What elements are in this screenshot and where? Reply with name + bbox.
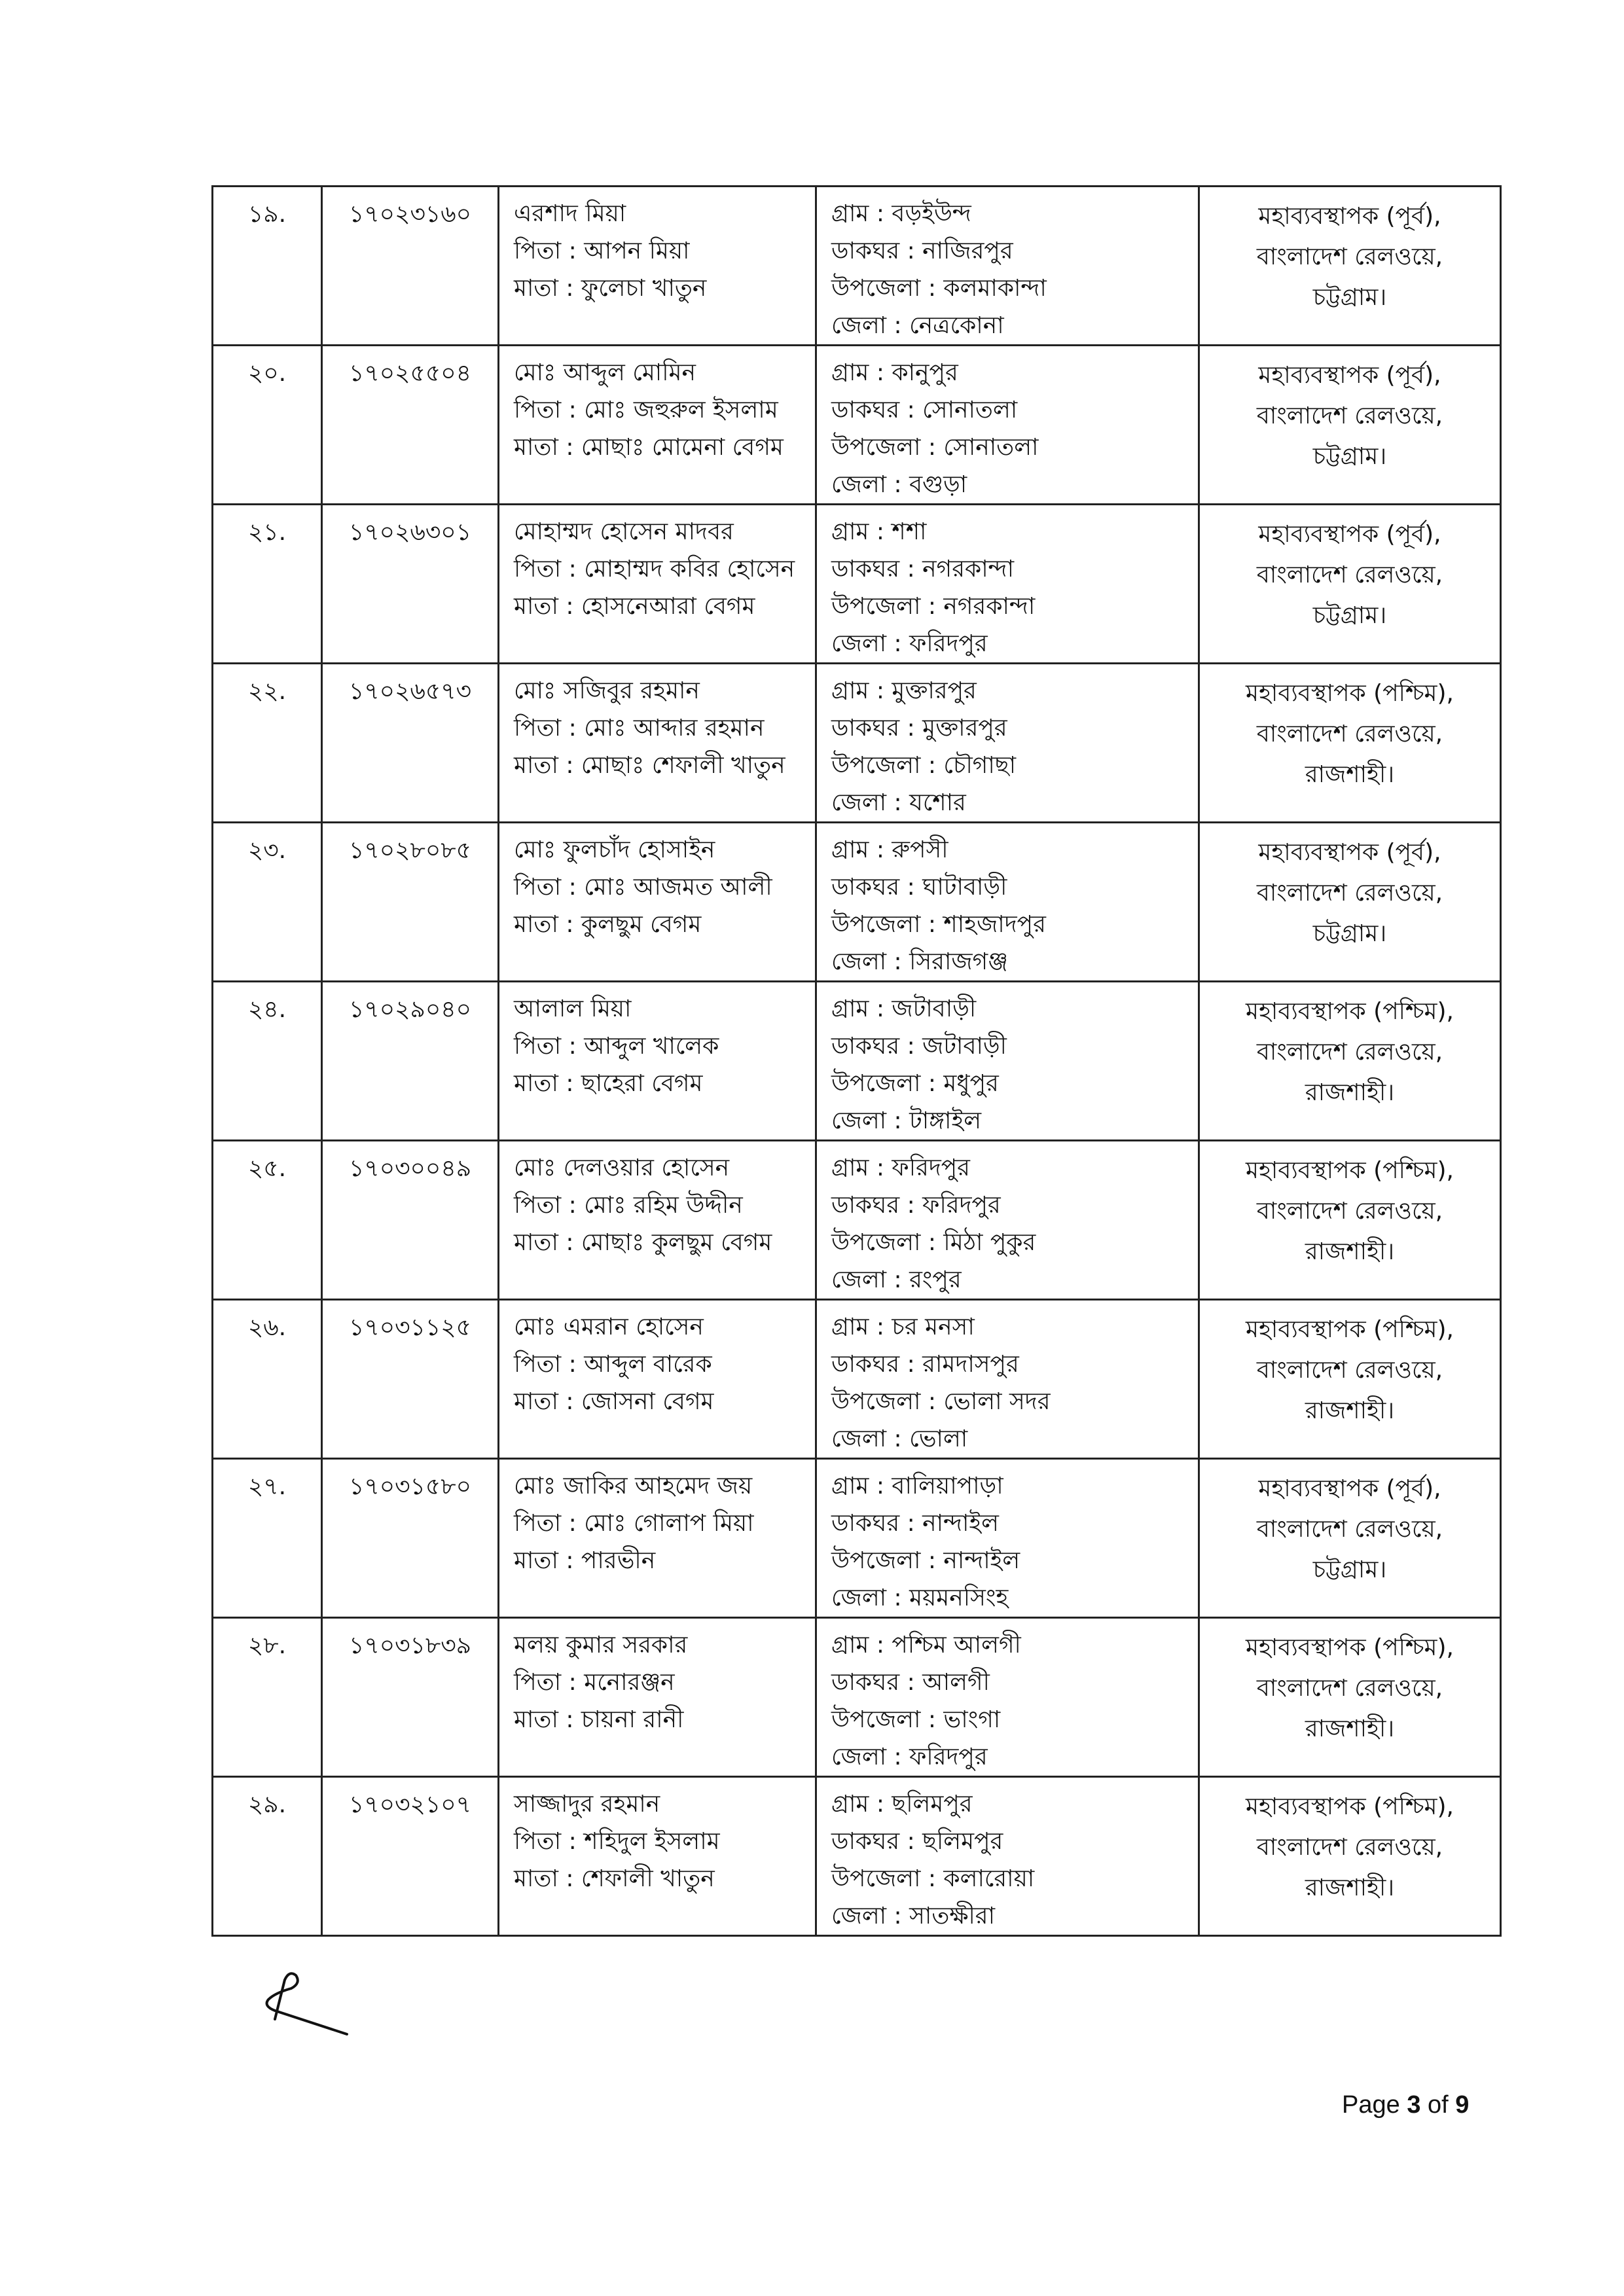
address-cell [816,664,1199,823]
name-cell-mother: মাতা : কুলছুম বেগম [514,911,702,938]
office-cell [1199,1459,1501,1618]
office-cell-office2: বাংলাদেশ রেলওয়ে, [1256,1675,1443,1702]
address-cell [816,346,1199,505]
roll-cell-roll: ১৭০৩১৫৮০ [348,1473,472,1500]
name-cell-mother: মাতা : মোছাঃ মোমেনা বেগম [514,434,784,461]
address-cell-post: ডাকঘর : জটাবাড়ী [831,1033,1007,1060]
address-cell [816,823,1199,982]
address-cell-village: গ্রাম : বালিয়াপাড়া [831,1473,1003,1499]
page-middle: of [1420,2091,1456,2119]
office-cell-office2: বাংলাদেশ রেলওয়ে, [1256,403,1443,429]
roll-cell [322,664,499,823]
serial-cell [213,982,322,1141]
office-cell-office1: মহাব্যবস্থাপক (পশ্চিম), [1245,680,1454,707]
roll-cell-roll: ১৭০৩১১২৫ [348,1314,472,1341]
name-cell-name: এরশাদ মিয়া [514,200,626,227]
name-cell-mother: মাতা : জোসনা বেগম [514,1388,714,1415]
name-cell [499,1618,816,1777]
address-cell [816,1141,1199,1300]
address-cell-district: জেলা : ময়মনসিংহ [831,1585,1009,1611]
roll-cell [322,982,499,1141]
table-row [213,187,1501,346]
table-row [213,346,1501,505]
office-cell [1199,1777,1501,1936]
candidate-table [211,185,1502,1937]
name-cell [499,823,816,982]
office-cell-office1: মহাব্যবস্থাপক (পূর্ব), [1258,362,1441,389]
name-cell-mother: মাতা : ছাহেরা বেগম [514,1070,703,1097]
serial-cell [213,823,322,982]
name-cell [499,187,816,346]
office-cell-office3: রাজশাহী। [1305,1238,1395,1265]
address-cell-upazila: উপজেলা : নান্দাইল [831,1547,1020,1574]
office-cell-office3: রাজশাহী। [1305,1874,1395,1901]
roll-cell [322,1777,499,1936]
address-cell-district: জেলা : ফরিদপুর [831,1744,988,1770]
address-cell-upazila: উপজেলা : ভোলা সদর [831,1388,1051,1415]
name-cell-mother: মাতা : শেফালী খাতুন [514,1865,715,1892]
name-cell-name: মোঃ দেলওয়ার হোসেন [514,1155,730,1181]
serial-cell-sl: ২৮. [247,1632,287,1659]
office-cell [1199,823,1501,982]
address-cell-district: জেলা : টাঙ্গাইল [831,1107,982,1134]
address-cell-upazila: উপজেলা : চৌগাছা [831,752,1017,779]
address-cell-post: ডাকঘর : সোনাতলা [831,397,1018,423]
name-cell-mother: মাতা : হোসনেআরা বেগম [514,593,755,620]
address-cell-upazila: উপজেলা : নগরকান্দা [831,593,1036,620]
address-cell-post: ডাকঘর : রামদাসপুর [831,1351,1019,1378]
serial-cell-sl: ২৩. [247,837,287,864]
office-cell-office3: চট্টগ্রাম। [1312,602,1387,629]
candidate-table-body [213,187,1501,1936]
roll-cell-roll: ১৭০৩১৮৩৯ [348,1632,472,1659]
serial-cell [213,346,322,505]
address-cell-post: ডাকঘর : ঘাটাবাড়ী [831,874,1007,901]
office-cell-office1: মহাব্যবস্থাপক (পশ্চিম), [1245,998,1454,1025]
table-row [213,982,1501,1141]
address-cell-district: জেলা : নেত্রকোনা [831,312,1004,339]
roll-cell-roll: ১৭০৩০০৪৯ [348,1155,472,1182]
office-cell [1199,505,1501,664]
name-cell-name: আলাল মিয়া [514,996,632,1022]
table-row [213,1459,1501,1618]
office-cell-office1: মহাব্যবস্থাপক (পশ্চিম), [1245,1157,1454,1184]
address-cell [816,187,1199,346]
office-cell [1199,664,1501,823]
page-total: 9 [1455,2091,1470,2119]
address-cell-upazila: উপজেলা : সোনাতলা [831,434,1039,461]
name-cell-mother: মাতা : মোছাঃ শেফালী খাতুন [514,752,785,779]
name-cell-father: পিতা : মনোরঞ্জন [514,1669,675,1696]
name-cell-name: মোহাম্মদ হোসেন মাদবর [514,518,734,545]
office-cell-office1: মহাব্যবস্থাপক (পূর্ব), [1258,521,1441,548]
page-number [1342,2091,1469,2119]
office-cell [1199,1141,1501,1300]
table-row [213,664,1501,823]
office-cell-office3: রাজশাহী। [1305,1397,1395,1424]
table-row [213,1777,1501,1936]
office-cell-office3: রাজশাহী। [1305,1079,1395,1106]
page-current: 3 [1407,2091,1421,2119]
serial-cell-sl: ২৭. [247,1473,287,1500]
address-cell-district: জেলা : রংপুর [831,1266,962,1293]
address-cell-district: জেলা : ভোলা [831,1426,968,1452]
address-cell-post: ডাকঘর : নাজিরপুর [831,238,1013,264]
roll-cell-roll: ১৭০২৩১৬০ [348,201,472,228]
address-cell-upazila: উপজেলা : কলমাকান্দা [831,275,1047,302]
address-cell-village: গ্রাম : রুপসী [831,836,948,863]
office-cell-office2: বাংলাদেশ রেলওয়ে, [1256,1516,1443,1543]
office-cell [1199,1300,1501,1459]
roll-cell [322,1459,499,1618]
office-cell-office2: বাংলাদেশ রেলওয়ে, [1256,243,1443,270]
address-cell [816,1777,1199,1936]
serial-cell-sl: ২২. [247,678,287,705]
address-cell-village: গ্রাম : বড়ইউন্দ [831,200,971,227]
table-row [213,1300,1501,1459]
office-cell-office3: রাজশাহী। [1305,761,1395,788]
office-cell [1199,346,1501,505]
page-prefix: Page [1342,2091,1407,2119]
name-cell-name: মোঃ সজিবুর রহমান [514,677,700,704]
office-cell-office2: বাংলাদেশ রেলওয়ে, [1256,1357,1443,1384]
address-cell-district: জেলা : সাতক্ষীরা [831,1903,996,1929]
name-cell-mother: মাতা : পারভীন [514,1547,656,1574]
roll-cell [322,187,499,346]
address-cell-village: গ্রাম : ছলিমপুর [831,1791,973,1818]
office-cell-office2: বাংলাদেশ রেলওয়ে, [1256,1834,1443,1861]
address-cell-upazila: উপজেলা : ভাংগা [831,1706,1001,1733]
address-cell-village: গ্রাম : চর মনসা [831,1314,975,1340]
office-cell-office2: বাংলাদেশ রেলওয়ে, [1256,880,1443,906]
address-cell-post: ডাকঘর : ছলিমপুর [831,1828,1003,1855]
office-cell-office3: রাজশাহী। [1305,1715,1395,1742]
address-cell [816,505,1199,664]
office-cell-office3: চট্টগ্রাম। [1312,1556,1387,1583]
office-cell-office1: মহাব্যবস্থাপক (পশ্চিম), [1245,1793,1454,1820]
roll-cell [322,1141,499,1300]
address-cell-district: জেলা : যশোর [831,789,966,816]
serial-cell-sl: ২৯. [247,1791,287,1818]
name-cell [499,505,816,664]
office-cell-office1: মহাব্যবস্থাপক (পূর্ব), [1258,1475,1441,1502]
roll-cell [322,1618,499,1777]
address-cell [816,1618,1199,1777]
roll-cell [322,1300,499,1459]
name-cell-father: পিতা : মোঃ গোলাপ মিয়া [514,1510,754,1537]
address-cell-village: গ্রাম : কানুপুর [831,359,958,386]
office-cell-office1: মহাব্যবস্থাপক (পশ্চিম), [1245,1634,1454,1661]
name-cell [499,1459,816,1618]
name-cell-name: মোঃ ফুলচাঁদ হোসাইন [514,836,715,863]
office-cell-office2: বাংলাদেশ রেলওয়ে, [1256,1039,1443,1066]
table-row [213,1141,1501,1300]
name-cell-father: পিতা : মোহাম্মদ কবির হোসেন [514,556,795,583]
name-cell [499,346,816,505]
address-cell-upazila: উপজেলা : শাহজাদপুর [831,911,1046,938]
office-cell-office2: বাংলাদেশ রেলওয়ে, [1256,721,1443,747]
office-cell-office2: বাংলাদেশ রেলওয়ে, [1256,562,1443,588]
office-cell [1199,1618,1501,1777]
name-cell-father: পিতা : শহিদুল ইসলাম [514,1828,720,1855]
table-row [213,505,1501,664]
name-cell-name: মলয় কুমার সরকার [514,1632,688,1659]
address-cell [816,982,1199,1141]
roll-cell [322,823,499,982]
roll-cell-roll: ১৭০২৯০৪০ [348,996,472,1023]
serial-cell-sl: ১৯. [247,201,287,228]
address-cell-district: জেলা : বগুড়া [831,471,967,498]
address-cell-post: ডাকঘর : নান্দাইল [831,1510,999,1537]
name-cell-father: পিতা : আব্দুল খালেক [514,1033,719,1060]
name-cell [499,982,816,1141]
name-cell-mother: মাতা : মোছাঃ কুলছুম বেগম [514,1229,772,1256]
name-cell [499,1141,816,1300]
name-cell-name: সাজ্জাদুর রহমান [514,1791,660,1818]
name-cell [499,664,816,823]
address-cell-village: গ্রাম : জটাবাড়ী [831,996,977,1022]
address-cell-post: ডাকঘর : নগরকান্দা [831,556,1015,583]
serial-cell-sl: ২৪. [247,996,287,1023]
address-cell [816,1300,1199,1459]
name-cell [499,1777,816,1936]
name-cell-father: পিতা : মোঃ আজমত আলী [514,874,772,901]
office-cell-office3: চট্টগ্রাম। [1312,443,1387,470]
name-cell-father: পিতা : আব্দুল বারেক [514,1351,712,1378]
signature-icon [249,1964,380,2042]
serial-cell-sl: ২১. [247,519,287,546]
serial-cell [213,664,322,823]
serial-cell-sl: ২০. [247,360,287,387]
serial-cell [213,505,322,664]
name-cell-mother: মাতা : ফুলেচা খাতুন [514,275,707,302]
address-cell-post: ডাকঘর : আলগী [831,1669,990,1696]
address-cell [816,1459,1199,1618]
roll-cell-roll: ১৭০২৬৫৭৩ [348,678,472,705]
table-row [213,823,1501,982]
name-cell [499,1300,816,1459]
address-cell-village: গ্রাম : ফরিদপুর [831,1155,970,1181]
office-cell-office3: চট্টগ্রাম। [1312,920,1387,947]
name-cell-father: পিতা : আপন মিয়া [514,238,690,264]
serial-cell [213,1618,322,1777]
address-cell-district: জেলা : ফরিদপুর [831,630,988,657]
serial-cell [213,1459,322,1618]
address-cell-post: ডাকঘর : ফরিদপুর [831,1192,1001,1219]
address-cell-upazila: উপজেলা : মধুপুর [831,1070,999,1097]
office-cell [1199,982,1501,1141]
office-cell-office2: বাংলাদেশ রেলওয়ে, [1256,1198,1443,1225]
address-cell-post: ডাকঘর : মুক্তারপুর [831,715,1007,742]
name-cell-father: পিতা : মোঃ আব্দার রহমান [514,715,765,742]
office-cell-office1: মহাব্যবস্থাপক (পূর্ব), [1258,839,1441,866]
serial-cell-sl: ২৫. [247,1155,287,1182]
table-row [213,1618,1501,1777]
address-cell-village: গ্রাম : পশ্চিম আলগী [831,1632,1021,1659]
roll-cell-roll: ১৭০২৫৫০৪ [348,360,472,387]
address-cell-village: গ্রাম : শশা [831,518,927,545]
address-cell-upazila: উপজেলা : কলারোয়া [831,1865,1035,1892]
name-cell-name: মোঃ এমরান হোসেন [514,1314,704,1340]
serial-cell [213,1141,322,1300]
serial-cell [213,1300,322,1459]
office-cell-office3: চট্টগ্রাম। [1312,284,1387,311]
roll-cell-roll: ১৭০২৮০৮৫ [348,837,472,864]
serial-cell [213,1777,322,1936]
roll-cell-roll: ১৭০২৬৩০১ [348,519,472,546]
name-cell-father: পিতা : মোঃ জহুরুল ইসলাম [514,397,778,423]
name-cell-name: মোঃ জাকির আহমেদ জয় [514,1473,753,1499]
roll-cell-roll: ১৭০৩২১০৭ [348,1791,472,1818]
name-cell-name: মোঃ আব্দুল মোমিন [514,359,696,386]
address-cell-village: গ্রাম : মুক্তারপুর [831,677,977,704]
office-cell-office1: মহাব্যবস্থাপক (পশ্চিম), [1245,1316,1454,1343]
roll-cell [322,505,499,664]
serial-cell [213,187,322,346]
address-cell-upazila: উপজেলা : মিঠা পুকুর [831,1229,1036,1256]
serial-cell-sl: ২৬. [247,1314,287,1341]
office-cell-office1: মহাব্যবস্থাপক (পূর্ব), [1258,203,1441,230]
address-cell-district: জেলা : সিরাজগঞ্জ [831,948,1008,975]
office-cell [1199,187,1501,346]
roll-cell [322,346,499,505]
name-cell-mother: মাতা : চায়না রানী [514,1706,684,1733]
name-cell-father: পিতা : মোঃ রহিম উদ্দীন [514,1192,743,1219]
